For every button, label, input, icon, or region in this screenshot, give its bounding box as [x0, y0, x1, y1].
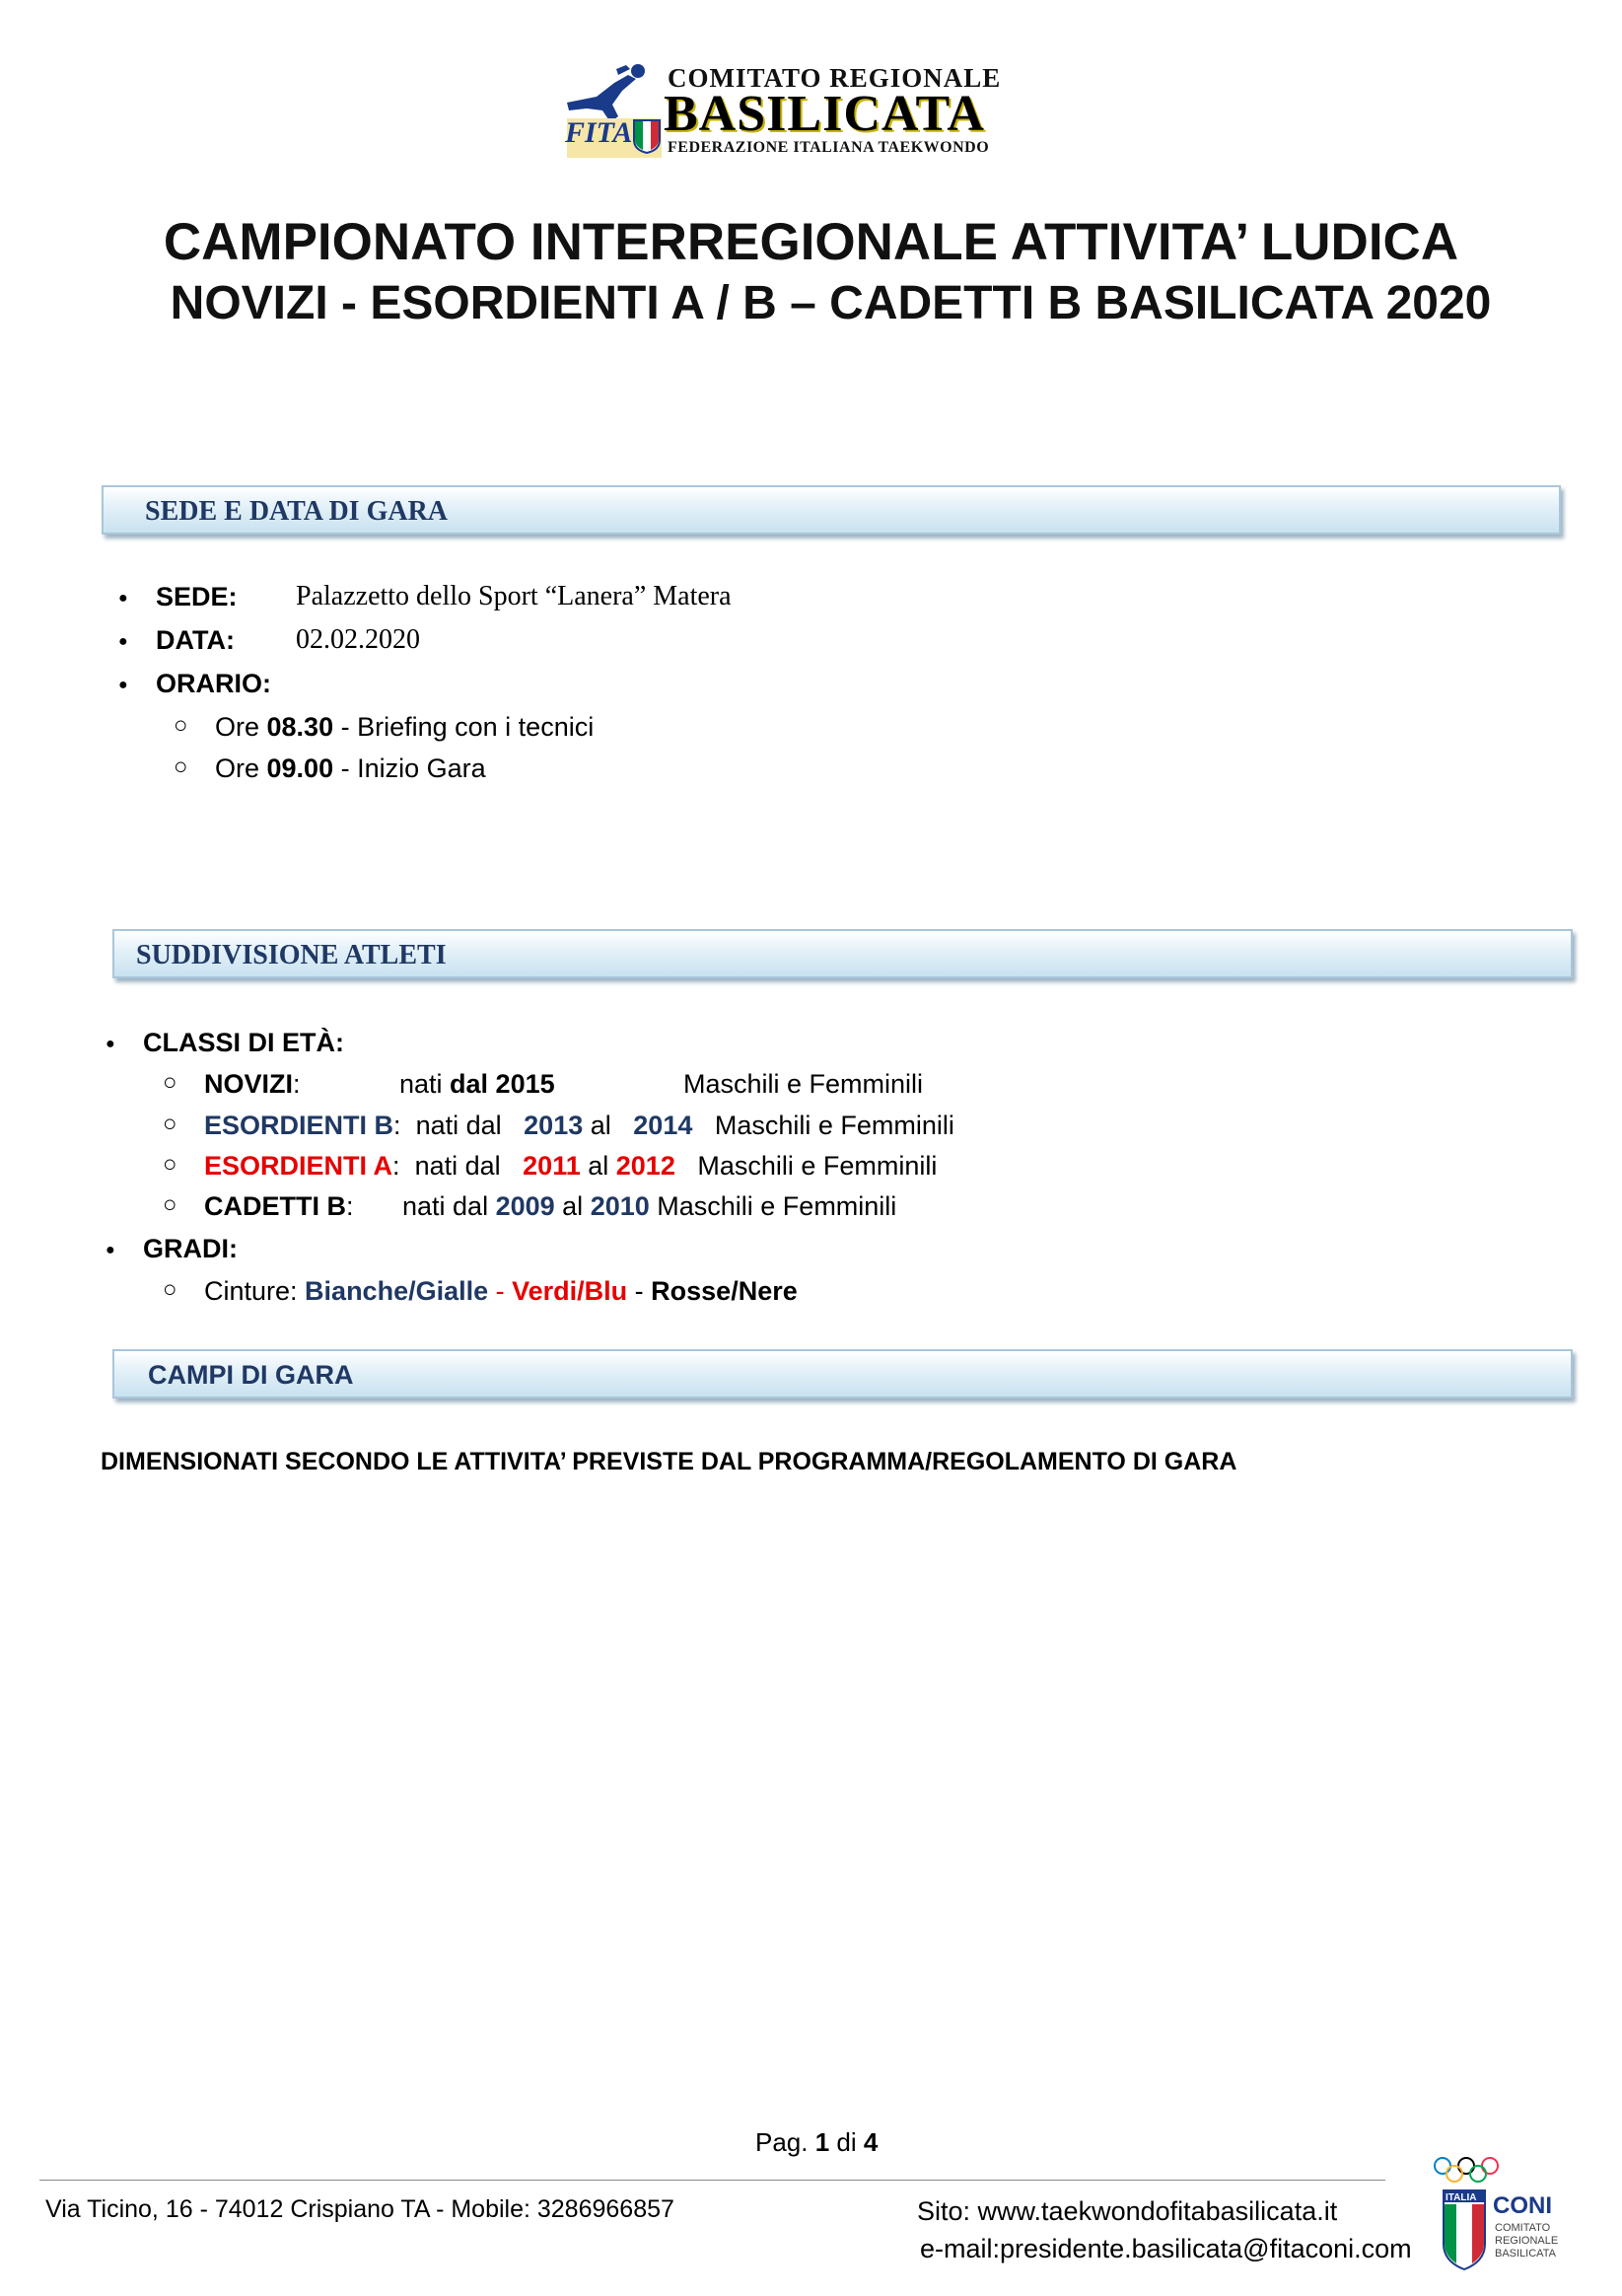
esordienti-a-row: ESORDIENTI A: nati dal 2011 al 2012 Maschili e Femminili: [204, 1151, 938, 1181]
section-bar-suddivisione: [112, 929, 1573, 978]
coni-subtitle: COMITATO REGIONALE BASILICATA: [1495, 2222, 1559, 2260]
section-heading-campi: CAMPI DI GARA: [148, 1360, 354, 1390]
cadetti-b-years: nati dal 2009 al 2010 Maschili e Femminili: [402, 1191, 897, 1221]
esordienti-b-row: ESORDIENTI B: nati dal 2013 al 2014 Maschili e Femminili: [204, 1111, 954, 1140]
coni-logo: [1430, 2155, 1587, 2278]
cinture-row: Cinture: Bianche/Gialle - Verdi/Blu - Rosse/Nere: [204, 1276, 798, 1306]
section-heading-suddivisione: SUDDIVISIONE ATLETI: [136, 940, 447, 970]
classi-label: CLASSI DI ETÀ:: [143, 1028, 345, 1057]
logo-line2: BASILICATA: [664, 86, 985, 142]
section-bar-sede: [102, 485, 1561, 535]
section-heading-sede: SEDE E DATA DI GARA: [145, 496, 449, 527]
olympic-rings-icon: [1432, 2155, 1501, 2185]
data-value: 02.02.2020: [296, 624, 420, 655]
bullet-icon: ●: [106, 1242, 115, 1258]
circle-bullet-icon: ○: [174, 712, 188, 739]
cadetti-b-name: CADETTI B:: [204, 1191, 354, 1221]
footer-email: e-mail:presidente.basilicata@fitaconi.com: [920, 2234, 1412, 2263]
bullet-icon: ●: [106, 1036, 115, 1052]
document-title-line1: CAMPIONATO INTERREGIONALE ATTIVITA’ LUDICA: [163, 213, 1459, 271]
sede-label: SEDE:: [156, 582, 238, 611]
orario-label: ORARIO:: [156, 669, 271, 698]
sede-value: Palazzetto dello Sport “Lanera” Matera: [296, 581, 732, 611]
circle-bullet-icon: ○: [174, 753, 188, 780]
gradi-label: GRADI:: [143, 1234, 238, 1263]
bullet-icon: ●: [118, 677, 128, 693]
orario-item: Ore 09.00 - Inizio Gara: [215, 753, 486, 783]
circle-bullet-icon: ○: [163, 1191, 177, 1218]
circle-bullet-icon: ○: [163, 1111, 177, 1137]
footer-address: Via Ticino, 16 - 74012 Crispiano TA - Mobile: 3286966857: [45, 2195, 674, 2223]
circle-bullet-icon: ○: [163, 1151, 177, 1178]
document-title-line2: NOVIZI - ESORDIENTI A / B – CADETTI B BASILICATA 2020: [170, 277, 1492, 329]
italy-shield-icon: [632, 118, 662, 154]
coni-country: ITALIA: [1446, 2192, 1477, 2203]
campi-text: DIMENSIONATI SECONDO LE ATTIVITA’ PREVISTE DAL PROGRAMMA/REGOLAMENTO DI GARA: [101, 1448, 1237, 1475]
orario-item: Ore 08.30 - Briefing con i tecnici: [215, 712, 595, 742]
bullet-icon: ●: [118, 590, 128, 607]
circle-bullet-icon: ○: [163, 1069, 177, 1096]
bullet-icon: ●: [118, 633, 128, 650]
footer-site: Sito: www.taekwondofitabasilicata.it: [917, 2196, 1338, 2226]
circle-bullet-icon: ○: [163, 1276, 177, 1303]
section-bar-campi: [112, 1349, 1573, 1399]
fita-basilicata-logo: [557, 61, 1060, 160]
novizi-sex: Maschili e Femminili: [683, 1069, 924, 1099]
fita-brand: FITA: [565, 116, 633, 149]
coni-name: CONI: [1493, 2192, 1552, 2219]
data-label: DATA:: [156, 625, 235, 655]
novizi-name: NOVIZI:: [204, 1069, 301, 1099]
logo-line3: FEDERAZIONE ITALIANA TAEKWONDO: [668, 139, 990, 156]
page-number: Pag. 1 di 4: [755, 2127, 879, 2157]
logo-line1: COMITATO REGIONALE: [668, 63, 1002, 93]
novizi-years: nati dal 2015: [399, 1069, 555, 1099]
footer-divider: [39, 2180, 1385, 2181]
